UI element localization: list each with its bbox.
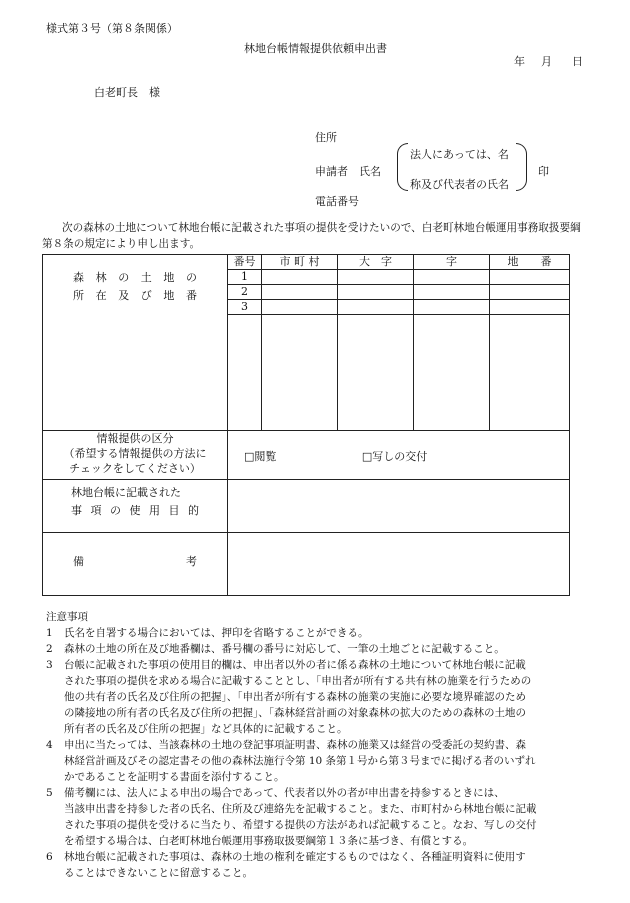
location-label-line2: 所 在 及 び 地 番 xyxy=(73,289,197,302)
municipality-cell[interactable] xyxy=(262,270,338,285)
corp-note-line2: 称及び代表者の氏名 xyxy=(410,178,509,191)
corp-note-line1: 法人にあっては、名 xyxy=(410,148,509,161)
lot-number-blank[interactable] xyxy=(490,315,570,431)
address-label: 住所 xyxy=(315,131,337,144)
lot-number-cell[interactable] xyxy=(490,270,570,285)
request-table xyxy=(42,254,570,596)
aza-cell[interactable] xyxy=(414,270,490,285)
note-item xyxy=(46,785,586,849)
note-item xyxy=(46,737,586,785)
oaza-blank[interactable] xyxy=(338,315,414,431)
page-title: 林地台帳情報提供依頼申出書 xyxy=(244,42,387,55)
row-number: 3 xyxy=(228,300,262,315)
note-number: 4 xyxy=(46,739,53,751)
remarks-input-cell[interactable] xyxy=(228,533,570,596)
oaza-cell[interactable] xyxy=(338,300,414,315)
notes-section xyxy=(46,609,586,881)
info-type-label-line3: チェックをしてください） xyxy=(69,462,201,475)
note-text: 氏名を自署する場合においては、押印を省略することができる。 xyxy=(64,627,369,639)
phone-label: 電話番号 xyxy=(315,195,359,208)
location-label-cell xyxy=(43,255,228,431)
purpose-label-line1: 林地台帳に記載された xyxy=(71,486,181,499)
addressee: 白老町長 様 xyxy=(94,86,160,99)
note-item xyxy=(46,849,586,881)
note-text: 申出に当たっては、当該森林の土地の登記事項証明書、森林の施業又は経営の受委託の契約書、森 林経営計画及びその認定書その他の森林法施行令第 10 条第１号から第３号までに掲げる者のいずれ かであることを証明する書面を添付すること。 xyxy=(64,739,536,783)
header-lot-number: 地 番 xyxy=(490,255,570,270)
purpose-label-line2: 事 項 の 使 用 目 的 xyxy=(71,504,199,517)
note-text: 台帳に記載された事項の使用目的欄は、申出者以外の者に係る森林の土地について林地台帳に記載 された事項の提供を求める場合に記載することとし、「申出者が所有する共有林の施業を行うための 他の共有者の氏名及び住所の把握」、「申出者が所有する森林の施業の実施に必要な境界確認のため の隣接地の所有者の氏名及び住所の把握」、「森林経営計画の対象森林の拡大のための森林の土地の 所有者の氏名及び住所の把握」など具体的に記載すること。 xyxy=(64,659,532,735)
aza-cell[interactable] xyxy=(414,300,490,315)
row-number-blank xyxy=(228,315,262,431)
remarks-label: 備 考 xyxy=(73,555,197,568)
note-number: 2 xyxy=(46,643,53,655)
date-month-label: 月 xyxy=(541,55,552,68)
municipality-cell[interactable] xyxy=(262,300,338,315)
info-type-label-line2: （希望する情報提供の方法に xyxy=(63,447,207,460)
row-number: 2 xyxy=(228,285,262,300)
oaza-cell[interactable] xyxy=(338,285,414,300)
option-copy-checkbox[interactable]: □写しの交付 xyxy=(361,450,428,463)
location-label-line1: 森 林 の 土 地 の xyxy=(73,271,197,284)
option-view-checkbox[interactable]: □閲覧 xyxy=(244,450,277,463)
header-municipality: 市 町 村 xyxy=(262,255,338,270)
header-oaza: 大 字 xyxy=(338,255,414,270)
aza-cell[interactable] xyxy=(414,285,490,300)
municipality-cell[interactable] xyxy=(262,285,338,300)
intro-text: 次の森林の土地について林地台帳に記載された事項の提供を受けたいので、白老町林地台帳運用事務取扱要綱第８条の規定により申し出ます。 xyxy=(42,222,581,250)
form-number: 様式第３号（第８条関係） xyxy=(46,22,178,35)
oaza-cell[interactable] xyxy=(338,270,414,285)
note-number: 1 xyxy=(46,627,53,639)
note-item xyxy=(46,641,586,657)
aza-blank[interactable] xyxy=(414,315,490,431)
notes-heading: 注意事項 xyxy=(46,611,88,623)
note-item xyxy=(46,625,586,641)
date-year-label: 年 xyxy=(514,55,525,68)
right-bracket xyxy=(516,143,527,191)
lot-number-cell[interactable] xyxy=(490,285,570,300)
note-text: 林地台帳に記載された事項は、森林の土地の権利を確定するものではなく、各種証明資料に使用す ることはできないことに留意すること。 xyxy=(64,851,526,879)
note-number: 3 xyxy=(46,659,53,671)
note-number: 5 xyxy=(46,787,53,799)
remarks-label-cell xyxy=(43,533,228,596)
note-item xyxy=(46,657,586,737)
left-bracket xyxy=(397,143,408,191)
info-type-options-cell xyxy=(228,431,570,480)
purpose-input-cell[interactable] xyxy=(228,480,570,533)
info-type-label-line1: 情報提供の区分 xyxy=(96,432,174,445)
note-number: 6 xyxy=(46,851,53,863)
lot-number-cell[interactable] xyxy=(490,300,570,315)
applicant-name-label: 申請者 氏名 xyxy=(315,165,381,178)
info-type-label-cell xyxy=(43,431,228,480)
header-aza: 字 xyxy=(414,255,490,270)
date-day-label: 日 xyxy=(572,55,583,68)
note-text: 森林の土地の所在及び地番欄は、番号欄の番号に対応して、一筆の土地ごとに記載すること。 xyxy=(64,643,505,655)
row-number: 1 xyxy=(228,270,262,285)
municipality-blank[interactable] xyxy=(262,315,338,431)
header-number: 番号 xyxy=(228,255,262,270)
seal-mark: 印 xyxy=(538,165,549,178)
note-text: 備考欄には、法人による申出の場合であって、代表者以外の者が申出書を持参するときには、 当該申出書を持参した者の氏名、住所及び連絡先を記載すること。また、市町村から林地台帳に記載 された事項の提供を受けるに当たり、希望する提供の方法があれば記載すること。なお、写しの交付 を希望する場合は、白老町林地台帳運用事務取扱要綱第１３条に基づき、有償とする。 xyxy=(64,787,537,847)
purpose-label-cell xyxy=(43,480,228,533)
